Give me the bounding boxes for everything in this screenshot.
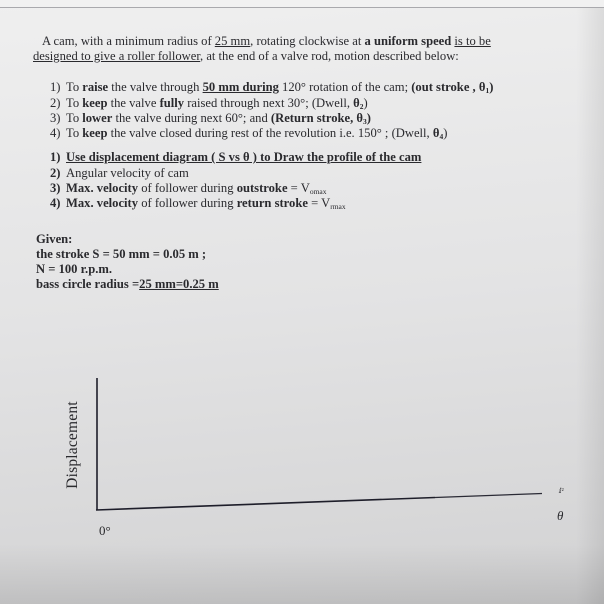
x-origin-label: 0° xyxy=(99,523,111,538)
given-heading: Given: xyxy=(36,232,73,246)
intro-text: A cam, with a minimum radius of xyxy=(42,34,215,48)
intro-tobe: is to be xyxy=(454,34,491,48)
x-axis xyxy=(96,498,435,511)
motion-item-4: 4) To keep the valve closed during rest of the revolution i.e. 150° ; (Dwell, $\theta_4$) xyxy=(50,126,448,141)
motion-item-3: 3) To lower the valve during next 60°; and (Return stroke, $\theta_3$) xyxy=(50,111,371,126)
x-axis-tail xyxy=(435,494,542,498)
given-speed: N = 100 r.p.m. xyxy=(36,262,112,276)
given-base-radius: bass circle radius =25 mm=0.25 m xyxy=(36,277,219,291)
intro-text: , rotating clockwise at xyxy=(250,34,365,48)
given-stroke: the stroke S = 50 mm = 0.05 m ; xyxy=(36,247,207,261)
task-item-1: 1) Use displacement diagram ( S vs θ ) to Draw the profile of the cam xyxy=(50,150,422,164)
intro-speed: a uniform speed xyxy=(364,34,452,48)
intro-designed: designed to give a roller follower xyxy=(33,49,201,63)
intro-radius: 25 mm xyxy=(214,34,251,48)
task-item-3: 3) Max. velocity of follower during outstroke = $V_{omax}$ xyxy=(50,181,327,196)
task-item-4: 4) Max. velocity of follower during return stroke = $V_{rmax}$ xyxy=(50,196,346,211)
x-axis-label: θ xyxy=(557,508,564,523)
x-axis-mark: ⅈ² xyxy=(559,487,564,495)
motion-item-1: 1) To raise the valve through 50 mm during 120° rotation of the cam; (out stroke , $\theta_1$) xyxy=(50,80,494,95)
y-axis-label: Displacement xyxy=(64,401,81,489)
intro-text: , at the end of a valve rod, motion described below: xyxy=(200,49,459,63)
task-item-2: 2) Angular velocity of cam xyxy=(50,166,189,180)
motion-item-2: 2) To keep the valve fully raised through next 30°; (Dwell, $\theta_2$) xyxy=(50,96,368,111)
